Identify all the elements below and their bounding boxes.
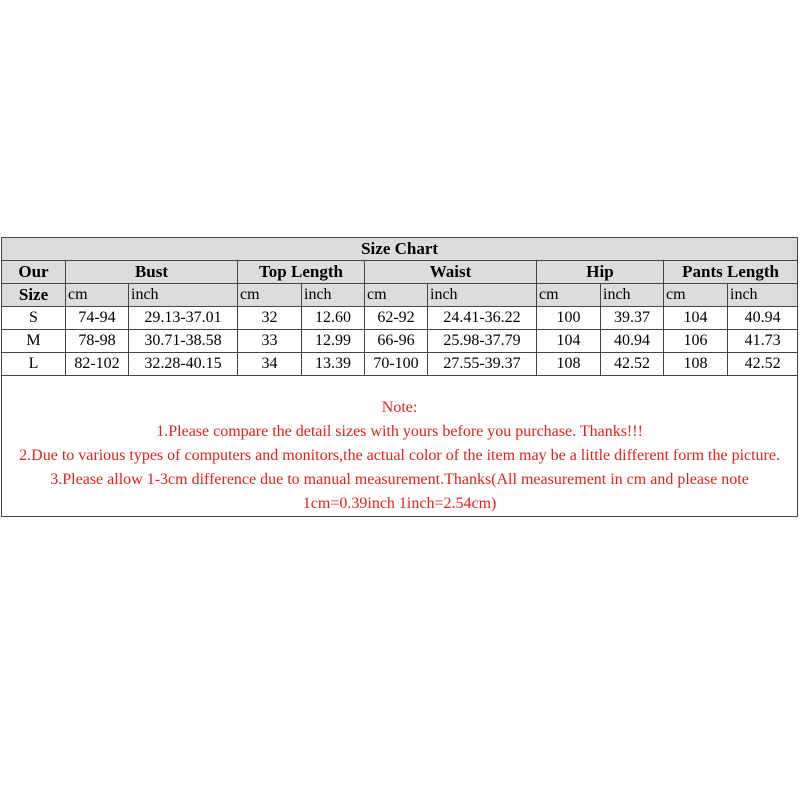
table-cell: 25.98-37.79 — [428, 330, 537, 353]
table-cell: 24.41-36.22 — [428, 307, 537, 330]
table-cell: 12.60 — [302, 307, 365, 330]
group-header-row — [2, 261, 798, 284]
table-cell: 34 — [238, 353, 302, 376]
table-cell: 42.52 — [601, 353, 664, 376]
waist-header: Waist — [365, 261, 537, 284]
notes-cell — [2, 376, 798, 517]
table-cell: 78-98 — [66, 330, 129, 353]
size-label: Size — [2, 284, 66, 307]
note-line-3: 3.Please allow 1-3cm difference due to manual measurement.Thanks(All measurement in cm and please note 1cm=0.39inch 1inch=2.54cm) — [50, 471, 749, 512]
unit-header-row — [2, 284, 798, 307]
title-row — [2, 238, 798, 261]
size-chart-title: Size Chart — [2, 238, 798, 261]
top-length-inch-unit: inch — [302, 284, 365, 307]
table-cell: 27.55-39.37 — [428, 353, 537, 376]
table-cell: 42.52 — [728, 353, 798, 376]
size-cell: S — [2, 307, 66, 330]
table-cell: 74-94 — [66, 307, 129, 330]
table-cell: 30.71-38.58 — [129, 330, 238, 353]
pants-length-inch-unit: inch — [728, 284, 798, 307]
note-line-1: 1.Please compare the detail sizes with yours before you purchase. Thanks!!! — [156, 423, 643, 440]
bust-inch-unit: inch — [129, 284, 238, 307]
waist-inch-unit: inch — [428, 284, 537, 307]
size-chart-table — [1, 237, 798, 517]
notes-row — [2, 376, 798, 517]
top-length-cm-unit: cm — [238, 284, 302, 307]
table-row — [2, 353, 798, 376]
hip-header: Hip — [537, 261, 664, 284]
table-cell: 104 — [537, 330, 601, 353]
table-cell: 29.13-37.01 — [129, 307, 238, 330]
table-cell: 66-96 — [365, 330, 428, 353]
table-cell: 62-92 — [365, 307, 428, 330]
our-size-label: Our — [2, 261, 66, 284]
table-cell: 104 — [664, 307, 728, 330]
table-cell: 33 — [238, 330, 302, 353]
table-cell: 100 — [537, 307, 601, 330]
notes-heading: Note: — [381, 399, 418, 416]
table-cell: 70-100 — [365, 353, 428, 376]
table-cell: 82-102 — [66, 353, 129, 376]
pants-length-cm-unit: cm — [664, 284, 728, 307]
table-cell: 40.94 — [728, 307, 798, 330]
pants-length-header: Pants Length — [664, 261, 798, 284]
top-length-header: Top Length — [238, 261, 365, 284]
table-row — [2, 307, 798, 330]
table-row — [2, 330, 798, 353]
table-cell: 39.37 — [601, 307, 664, 330]
size-cell: M — [2, 330, 66, 353]
hip-cm-unit: cm — [537, 284, 601, 307]
note-line-2: 2.Due to various types of computers and monitors,the actual color of the item may be a little different form the picture. — [19, 447, 780, 464]
table-cell: 106 — [664, 330, 728, 353]
bust-cm-unit: cm — [66, 284, 129, 307]
table-cell: 13.39 — [302, 353, 365, 376]
hip-inch-unit: inch — [601, 284, 664, 307]
waist-cm-unit: cm — [365, 284, 428, 307]
size-cell: L — [2, 353, 66, 376]
bust-header: Bust — [66, 261, 238, 284]
table-cell: 40.94 — [601, 330, 664, 353]
table-cell: 108 — [537, 353, 601, 376]
notes-block — [2, 376, 797, 516]
table-cell: 32 — [238, 307, 302, 330]
table-cell: 108 — [664, 353, 728, 376]
table-cell: 12.99 — [302, 330, 365, 353]
table-cell: 32.28-40.15 — [129, 353, 238, 376]
table-cell: 41.73 — [728, 330, 798, 353]
